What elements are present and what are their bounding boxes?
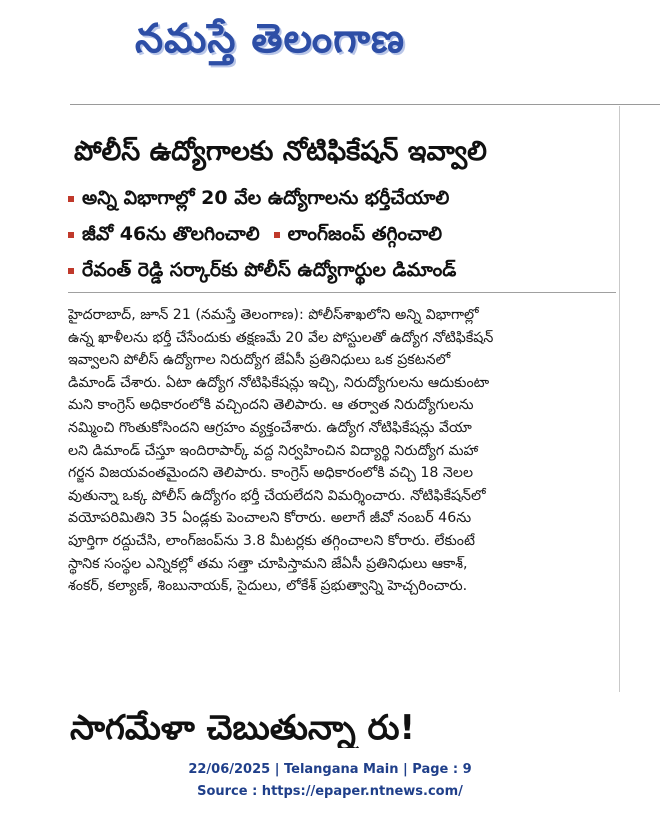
subhead-line-3 bbox=[68, 252, 616, 288]
body-line: నమ్మించి గొంతుకోసిందని ఆగ్రహం వ్యక్తంచేశారు. ఉద్యోగ నోటిఫికేషన్లు వేయా bbox=[68, 419, 472, 436]
body-line: ఇవ్వాలని పోలీస్ ఉద్యోగాల నిరుద్యోగ జేఏసీ ప్రతినిధులు ఒక ప్రకటనలో bbox=[68, 352, 451, 369]
body-divider bbox=[68, 292, 616, 293]
body-line: వయోపరిమితిని 35 ఏండ్లకు పెంచాలని కోరారు. అలాగే జీవో నంబర్ 46ను bbox=[68, 510, 472, 527]
subhead-text: జీవో 46ను తొలగించాలి bbox=[82, 223, 260, 245]
news-article bbox=[60, 106, 620, 692]
subhead-text: లాంగ్‌జంప్ తగ్గించాలి bbox=[287, 223, 443, 245]
article-subheads bbox=[68, 180, 616, 288]
bullet-icon bbox=[274, 232, 280, 238]
body-line: మని కాంగ్రెస్ అధికారంలోకి వచ్చిందని తెలిపారు. ఆ తర్వాత నిరుద్యోగులను bbox=[68, 397, 474, 414]
subhead-line-1 bbox=[68, 180, 616, 216]
body-line: స్థానిక సంస్థల ఎన్నికల్లో తమ సత్తా చూపిస్తామని జేఏసీ ప్రతినిధులు ఆకాశ్, bbox=[68, 555, 468, 572]
body-line: డిమాండ్ చేశారు. ఏటా ఉద్యోగ నోటిఫికేషన్లు ఇచ్చి, నిరుద్యోగులను ఆదుకుంటా bbox=[68, 374, 490, 391]
next-article-headline: సాగమేళా చెబుతున్నా రు! bbox=[70, 708, 415, 748]
newspaper-masthead: నమస్తే తెలంగాణ bbox=[135, 16, 406, 62]
body-line: లని డిమాండ్ చేస్తూ ఇందిరాపార్క్ వద్ద నిర్వహించిన విద్యార్థి నిరుద్యోగ మహా bbox=[68, 442, 479, 459]
body-line: ఉన్న ఖాళీలను భర్తీ చేసేందుకు తక్షణమే 20 వేల పోస్టులతో ఉద్యోగ నోటిఫికేషన్ bbox=[68, 329, 494, 346]
bullet-icon bbox=[68, 232, 74, 238]
subhead-text: రేవంత్ రెడ్డి సర్కార్‌కు పోలీస్ ఉద్యోగార్థుల డిమాండ్ bbox=[82, 259, 457, 281]
subhead-text: అన్ని విభాగాల్లో 20 వేల ఉద్యోగాలను భర్తీచేయాలి bbox=[82, 187, 450, 209]
body-line: పూర్తిగా రద్దుచేసి, లాంగ్‌జంప్‌ను 3.8 మీటర్లకు తగ్గించాలని కోరారు. లేకుంటే bbox=[68, 532, 475, 549]
article-body bbox=[68, 304, 614, 598]
subhead-line-2 bbox=[68, 216, 616, 252]
body-line: వుతున్నా ఒక్క పోలీస్ ఉద్యోగం భర్తీ చేయలేదని విమర్శించారు. నోటిఫికేషన్‌లో bbox=[68, 487, 486, 504]
bullet-icon bbox=[68, 268, 74, 274]
body-line: హైదరాబాద్, జూన్ 21 (నమస్తే తెలంగాణ): పోలీస్‌శాఖలోని అన్ని విభాగాల్లో bbox=[68, 307, 479, 323]
footer-date-edition: 22/06/2025 | Telangana Main | Page : 9 bbox=[188, 762, 472, 777]
body-line: గర్జన విజయవంతమైందని తెలిపారు. కాంగ్రెస్ అధికారంలోకి వచ్చి 18 నెలల bbox=[68, 465, 474, 482]
footer-source: Source : https://epaper.ntnews.com/ bbox=[197, 784, 463, 799]
body-line: శంకర్, కల్యాణ్, శింబునాయక్, సైదులు, లోకేశ్ ప్రభుత్వాన్ని హెచ్చరించారు. bbox=[68, 578, 468, 595]
masthead-divider bbox=[70, 104, 660, 105]
article-headline: పోలీస్ ఉద్యోగాలకు నోటిఫికేషన్ ఇవ్వాలి bbox=[74, 136, 487, 167]
bullet-icon bbox=[68, 196, 74, 202]
